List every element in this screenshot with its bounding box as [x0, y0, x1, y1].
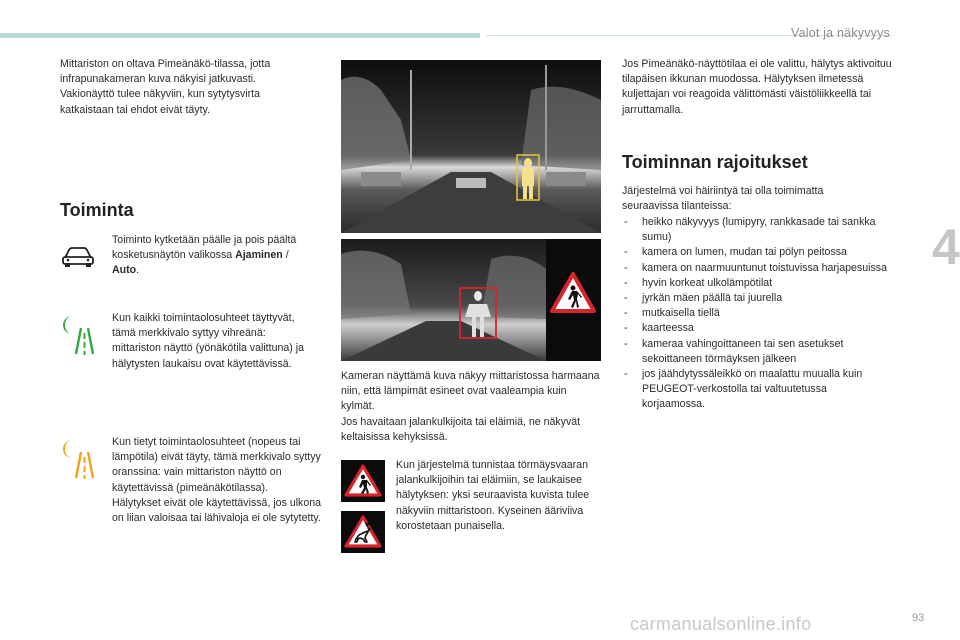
heading-toiminta: Toiminta [60, 200, 134, 220]
limitation-item: - jos jäähdytyssäleikkö on maalattu muualla kuin PEUGEOT-verkostolla tai valtuutetussa korjaamossa. [622, 367, 892, 413]
watermark: carmanualsonline.info [630, 614, 812, 634]
limitation-item: - kamera on naarmuuntunut toistuvissa harjapesuissa [622, 261, 892, 276]
right-intro: Jos Pimeänäkö-näyttötilaa ei ole valittu, hälytys aktivoituu tilapäisen ikkunan muodossa. Hälytyksen ilmetessä kuljettajan voi reagoida välittömästi väistöliikkeellä tai jarruttamalla. [622, 58, 892, 116]
limitation-item: - hyvin korkeat ulkolämpötilat [622, 276, 892, 291]
camera-caption [341, 369, 603, 445]
limitation-item: - mutkaisella tiellä [622, 306, 892, 321]
limitation-item: - kaarteessa [622, 321, 892, 336]
heading-limitations: Toiminnan rajoitukset [622, 152, 808, 172]
animal-warning-icon [341, 511, 385, 553]
night-vision-orange-lamp-icon [62, 438, 96, 480]
orange-lamp-conditions: Kun tietyt toimintaolosuhteet (nopeus tai lämpötila) eivät täyty, tämä merkkivalo syttyy oranssina: vain mittariston näyttö on käytettävissä (pimeänäkötilassa). [112, 436, 321, 494]
limitation-item: - kamera on lumen, mudan tai pölyn peitossa [622, 245, 892, 260]
section-title: Valot ja näkyvyys [790, 26, 890, 40]
chapter-tab-number: 4 [932, 219, 960, 275]
menu-ajaminen: Ajaminen [235, 249, 283, 262]
night-vision-green-lamp-icon [62, 314, 96, 356]
thermal-camera-image-collision-alert [341, 239, 601, 361]
limitation-item: - jyrkän mäen päällä tai juurella [622, 291, 892, 306]
camera-caption-gray: Kameran näyttämä kuva näkyy mittaristossa harmaana niin, että lämpimät esineet ovat vaaleampia kuin kylmät. [341, 370, 600, 413]
limitation-item: - heikko näkyvyys (lumipyry, rankkasade tai sankka sumu) [622, 215, 892, 245]
pedestrian-warning-icon [341, 460, 385, 502]
car-icon [60, 246, 96, 268]
menu-auto: Auto [112, 264, 137, 277]
thermal-camera-image-pedestrian-detected [341, 60, 601, 233]
header-accent-bar [0, 33, 480, 38]
alert-description: Kun järjestelmä tunnistaa törmäysvaaran jalankulkijoihin tai eläimiin, se laukaisee hälytyksen: yksi seuraavista kuvista tulee näkyviin mittaristoon. Kyseinen ääriviiva korostetaan punaisella. [396, 459, 590, 532]
limitations-list [622, 215, 892, 413]
orange-lamp-alerts-unavailable: Hälytykset eivät ole käytettävissä, jos ulkona on liian valoisaa tai lähivaloja ei ole sytytetty. [112, 496, 322, 525]
item-green-lamp-text: Kun kaikki toimintaolosuhteet täyttyvät, tämä merkkivalo syttyy vihreänä: mittariston näyttö (yönäkötila valittuna) ja hälytysten laukaisu ovat käytettävissä. [112, 312, 304, 370]
camera-caption-yellow-frames: Jos havaitaan jalankulkijoita tai eläimiä, ne näkyvät keltaisissa kehyksissä. [341, 415, 581, 443]
limitations-lead: Järjestelmä voi häiriintyä tai olla toimimatta seuraavissa tilanteissa: [622, 185, 824, 213]
limitation-item: - kameraa vahingoittaneen tai sen asetukset sekoittaneen törmäyksen jälkeen [622, 337, 892, 367]
item-orange-lamp-text [112, 435, 322, 526]
item-activation-text: Toiminto kytketään päälle ja pois päältä kosketusnäytön valikossa Ajaminen / Auto. [112, 234, 297, 277]
left-intro: Mittariston on oltava Pimeänäkö-tilassa, jotta infrapunakameran kuva näkyisi jatkuvasti. Vakionäyttö tulee näkyviin, kun sytytysvirta katkaistaan tai ehdot eivät täyty. [60, 58, 271, 116]
page-number: 93 [912, 612, 925, 624]
